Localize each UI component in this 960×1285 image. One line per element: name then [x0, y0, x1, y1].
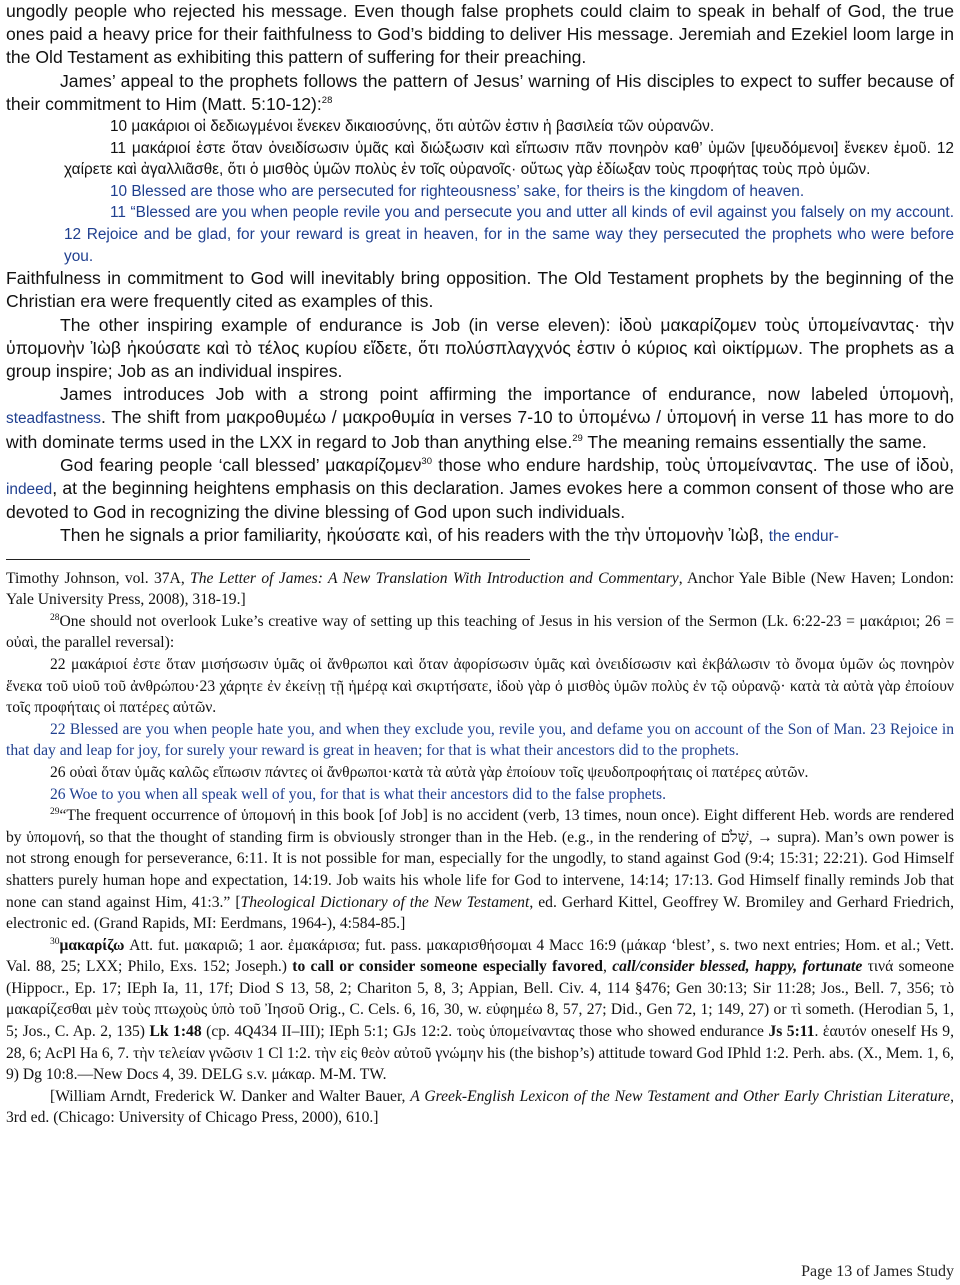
- footnote-30-sep: ,: [602, 958, 613, 976]
- footnote-28-greek-26: 26 οὐαὶ ὅταν ὑμᾶς καλῶς εἴπωσιν πάντες οἱ ἄνθρωποι·κατὰ τὰ αὐτὰ γὰρ ἐποίουν τοῖς ψευδοπροφήταις οἱ πατέρες αὐτῶν.: [50, 763, 809, 781]
- footnote-30-cite-b: , 3rd ed. (Chicago: University of Chicago Press, 2000), 610.]: [6, 1087, 954, 1127]
- footnote-ref-29[interactable]: 29: [572, 432, 583, 444]
- footnote-30-headword: μακαρίζω: [59, 936, 125, 954]
- paragraph-6: [6, 454, 954, 525]
- paragraph-4: The other inspiring example of endurance is Job (in verse eleven): ἰδοὺ μακαρίζομεν τοὺς ὑπομείναντας· τὴν ὑπομονὴν Ἰὼβ ἠκούσατε καὶ τὸ τέλος κυρίου εἴδετε, ὅτι πολύσπλαγχνός ἐστιν ὁ κύριος καὶ οἰκτίρμων. The prophets as a group inspire; Job as an individual inspires.: [6, 314, 954, 381]
- footnotes: [6, 568, 954, 1129]
- translation-indeed: indeed: [6, 481, 53, 498]
- footnote-29-number: 29: [50, 806, 60, 817]
- fn-cont-text-b: , Anchor Yale Bible (New Haven; London: Yale University Press, 2008), 318-19.]: [6, 569, 955, 609]
- footnote-30-text-c: τινά someone (Hippocr., Ep. 17; IEph Ia, 11, 17f; Diod S 13, 58, 2; Chariton 5, 8, 3; Appian, Bell. Civ. 4, 114 §476; Gen 30:13; Sir 11:28; Jos., Bell. 7, 356; τὸ μακαρίζεσθαι μὲν τοὺς πτωχοὺς ὑπὸ τοῦ Ἰησοῦ Orig., C. Cels. 6, 16, 30, w. εὐφημέω 8, 57, 27; Did., Gen 72, 1; 149, 27) or τὶ someth. (Herodian 5, 1, 5; Jos., C. Ap. 2, 135): [6, 958, 954, 1041]
- footnote-30-cite-a: [William Arndt, Frederick W. Danker and Walter Bauer,: [50, 1087, 411, 1105]
- footnote-30-text-e: . ἑαυτόν oneself Hs 9, 28, 6; AcPl Ha 6, 7. τὴν τελείαν γνῶσιν 1 Cl 1:2. τὴν εἰς θεὸν αὐτοῦ γνώμην his (the bishop’s) attitude toward God IPhld 1:2. Perh. abs. (X., Mem. 1, 6, 9) Dg 10:8.—New Docs 4, 39. DELG s.v. μάκαρ. M-M. TW.: [6, 1023, 954, 1084]
- paragraph-7: [6, 524, 954, 548]
- fn-cont-book-title: The Letter of James: A New Translation With Introduction and Commentary: [190, 569, 679, 587]
- footnote-ref-28[interactable]: 28: [321, 94, 333, 106]
- paragraph-5-text-c: The meaning remains essentially the same.: [582, 431, 927, 452]
- footnote-30-text-d: (cp. 4Q434 II–III); IEph 5:1; GJs 12:2. τοὺς ὑπομείναντας those who showed endurance: [201, 1023, 769, 1041]
- footnote-30-definition: to call or consider someone especially favored: [292, 958, 603, 976]
- footnote-28: [6, 611, 954, 654]
- fn-cont-text: Timothy Johnson, vol. 37A,: [6, 569, 191, 587]
- english-verses-11-12: 11 “Blessed are you when people revile you and persecute you and utter all kinds of evil against you falsely on my account. 12 Rejoice and be glad, for your reward is great in heaven, for in the same way they persecuted the prophets who were before you.: [64, 204, 954, 265]
- paragraph-6-text-a: God fearing people ‘call blessed’ μακαρίζομεν: [60, 454, 422, 475]
- footnote-continuation: [6, 568, 954, 611]
- paragraph-7-text: Then he signals a prior familiarity, ἠκούσατε καὶ, of his readers with the τὴν ὑπομονὴν Ἰὼβ,: [60, 525, 764, 546]
- footnote-30-ref-lk: Lk 1:48: [149, 1023, 202, 1041]
- footnote-ref-30[interactable]: 30: [421, 455, 432, 467]
- page-footer: Page 13 of James Study: [801, 1263, 954, 1280]
- footnote-29-title: Theological Dictionary of the New Testament: [240, 893, 530, 911]
- paragraph-3: Faithfulness in commitment to God will inevitably bring opposition. The Old Testament prophets by the beginning of the Christian era were frequently cited as examples of this.: [6, 268, 954, 312]
- translation-endurance: the endur-: [768, 528, 839, 546]
- paragraph-5: [6, 383, 954, 454]
- main-text: [6, 0, 954, 549]
- footnote-28-number: 28: [50, 612, 60, 623]
- paragraph-5-text-b: . The shift from μακροθυμέω / μακροθυμία in verses 7-10 to ὑπομένω / ὑπομονή in verse 11 has more to do with dominate terms used in the LXX in regard to Job than anything else.: [6, 407, 954, 452]
- english-verse-10: 10 Blessed are those who are persecuted for righteousness’ sake, for theirs is the kingdom of heaven.: [110, 182, 805, 200]
- paragraph-2-text: James’ appeal to the prophets follows the pattern of Jesus’ warning of His disciples to expect to suffer because of their commitment to Him (Matt. 5:10-12):: [6, 70, 954, 114]
- footnote-29-text-b: , ed. Gerhard Kittel, Geoffrey W. Bromiley and Gerhard Friedrich, electronic ed. (Grand Rapids, MI: Eerdmans, 1964-), 4:584-85.]: [6, 893, 954, 933]
- paragraph-1: ungodly people who rejected his message. Even though false prophets could claim to speak in behalf of God, the true ones paid a heavy price for their faithfulness to God’s bidding to deliver His message. Jeremiah and Ezekiel loom large in the Old Testament as exhibiting this pattern of suffering for their preaching.: [6, 1, 954, 68]
- footnote-30-gloss: call/consider blessed, happy, fortunate: [612, 958, 863, 976]
- paragraph-2: [6, 70, 954, 116]
- footnote-30: [6, 935, 954, 1086]
- footnote-30-book-title: A Greek-English Lexicon of the New Testament and Other Early Christian Literature: [410, 1087, 951, 1105]
- footnote-29: [6, 805, 954, 935]
- translation-steadfastness: steadfastness: [6, 410, 101, 428]
- paragraph-6-text-c: , at the beginning heightens emphasis on this declaration. James evokes here a common consent of those who are devoted to God in recognizing the divine blessing of God upon such individuals.: [6, 478, 954, 523]
- footnote-29-text: “The frequent occurrence of ὑπομονή in this book [of Job] is no accident (verb, 13 times, noun once). Eight different Heb. words are rendered by ὑπομονή, so that the thought of standing firm is obviously stronger than in the Heb. (e.g., in the rendering of שָׁלֹם, → supra). Man’s own power is not strong enough for perseverance, 6:11. It is not possible for man, especially for the ungodly, to stand against God (9:4; 15:31; 22:21). God Himself shatters purely human hope and expectation, 14:19. Job waits his whole life for God to intervene, 14:14; 17:13. God Himself finally reminds Job that none can stand against Him, 41:3.” [: [6, 807, 954, 911]
- greek-verse-10: 10 μακάριοι οἱ δεδιωγμένοι ἕνεκεν δικαιοσύνης, ὅτι αὐτῶν ἐστιν ἡ βασιλεία τῶν οὐρανῶν.: [110, 118, 715, 136]
- greek-verses-11-12: 11 μακάριοί ἐστε ὅταν ὀνειδίσωσιν ὑμᾶς καὶ διώξωσιν καὶ εἴπωσιν πᾶν πονηρὸν καθ’ ὑμῶν [ψευδόμενοι] ἕνεκεν ἐμοῦ. 12 χαίρετε καὶ ἀγαλλιᾶσθε, ὅτι ὁ μισθὸς ὑμῶν πολὺς ἐν τοῖς οὐρανοῖς· οὕτως γὰρ ἐδίωξαν τοὺς προφήτας τοὺς πρὸ ὑμῶν.: [64, 139, 954, 179]
- footnote-30-number: 30: [50, 936, 60, 947]
- footnote-30-ref-js: Js 5:11: [768, 1023, 815, 1041]
- paragraph-6-text-b: those who endure hardship, τοὺς ὑπομείναντας. The use of ἰδοὺ,: [432, 454, 955, 475]
- footnote-30-citation: [6, 1086, 954, 1129]
- footnote-28-text: One should not overlook Luke’s creative way of setting up this teaching of Jesus in his version of the Sermon (Lk. 6:22-23 = μακάριοι; 26 = οὐαὶ, the parallel reversal):: [6, 612, 954, 652]
- footnote-separator: [6, 559, 530, 560]
- footnote-28-english: 22 Blessed are you when people hate you, and when they exclude you, revile you, and defame you on account of the Son of Man. 23 Rejoice in that day and leap for joy, for surely your reward is great in heaven; for that is what their ancestors did to the prophets.: [6, 720, 954, 760]
- footnote-30-text-a: Att. fut. μακαριῶ; 1 aor. ἐμακάρισα; fut. pass. μακαρισθήσομαι 4 Macc 16:9 (μάκαρ ‘blest’, s. two next entries; Hom. et al.; Vett. Val. 88, 25; LXX; Philo, Exs. 152; Joseph.): [6, 936, 954, 976]
- footnote-28-english-26: 26 Woe to you when all speak well of you, for that is what their ancestors did to the false prophets.: [50, 785, 666, 803]
- paragraph-5-text-a: James introduces Job with a strong point affirming the importance of endurance, now labeled ὑπομονὴ,: [60, 384, 954, 405]
- footnote-28-greek: 22 μακάριοί ἐστε ὅταν μισήσωσιν ὑμᾶς οἱ ἄνθρωποι καὶ ὅταν ἀφορίσωσιν ὑμᾶς καὶ ὀνειδίσωσιν καὶ ἐκβάλωσιν τὸ ὄνομα ὑμῶν ὡς πονηρὸν ἕνεκα τοῦ υἱοῦ τοῦ ἀνθρώπου·23 χάρητε ἐν ἐκείνῃ τῇ ἡμέρᾳ καὶ σκιρτήσατε, ἰδοὺ γὰρ ὁ μισθὸς ὑμῶν πολὺς ἐν τῷ οὐρανῷ· κατὰ τὰ αὐτὰ γὰρ ἐποίουν τοῖς προφήταις οἱ πατέρες αὐτῶν.: [6, 655, 954, 717]
